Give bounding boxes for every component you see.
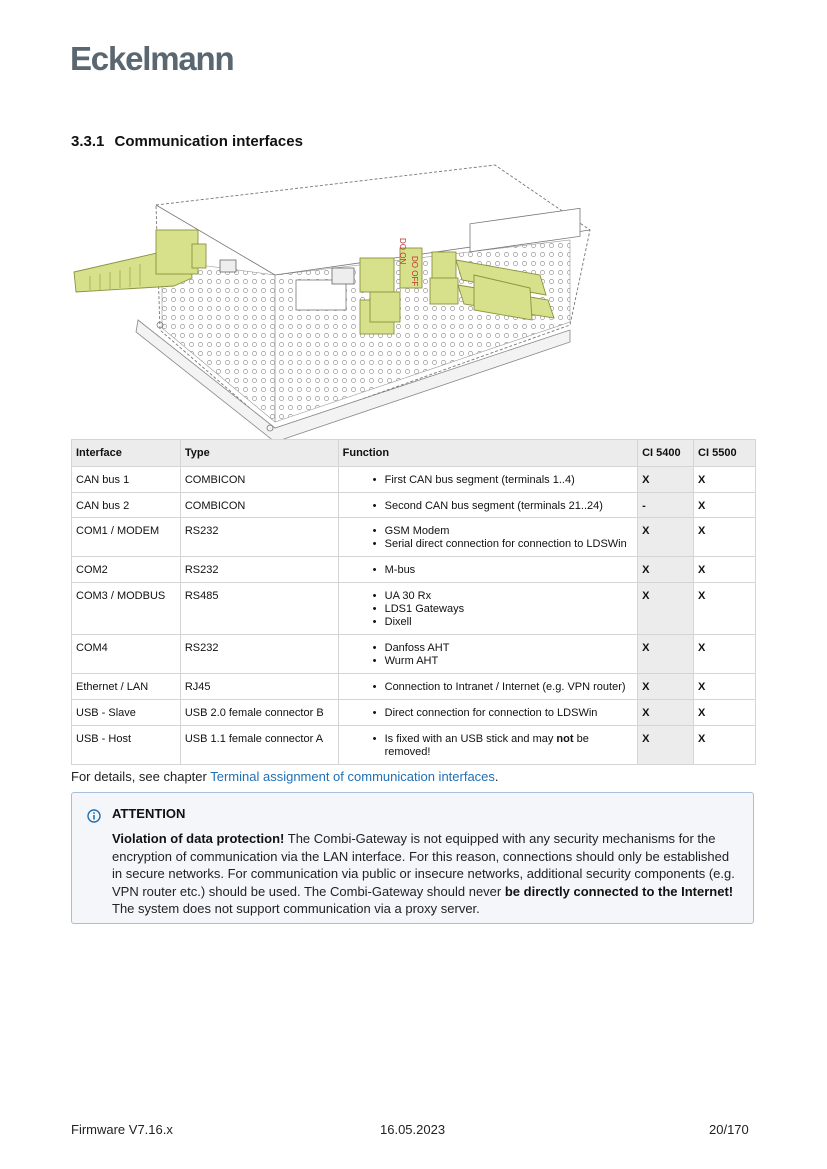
can-connector-1 [360,258,394,292]
table-header-row [72,440,756,467]
ci5500-cell: X [694,700,756,726]
function-item: • Connection to Intranet / Internet (e.g. VPN router) [373,681,633,694]
terminal-block [296,280,346,310]
left-connector-plug-2 [192,244,206,268]
type-cell: USB 1.1 female connector A [180,726,338,765]
rj45-port [332,268,354,284]
function-item: • M-bus [373,564,633,577]
function-text-after: be removed! [384,733,589,758]
footer-date: 16.05.2023 [380,1122,446,1137]
interface-cell: CAN bus 1 [72,467,181,493]
type-cell: COMBICON [180,467,338,493]
section-heading [71,133,303,150]
function-cell [338,583,637,635]
interface-cell: Ethernet / LAN [72,674,181,700]
com-connector-2 [430,278,458,304]
ci5500-cell: X [694,726,756,765]
footer-page-number: 20/170 [709,1122,749,1137]
ci5400-cell: X [638,700,694,726]
ci5400-cell: X [638,635,694,674]
interface-cell: CAN bus 2 [72,493,181,518]
column-header-function: Function [338,440,637,467]
function-item: • UA 30 Rx [373,590,633,603]
function-cell [338,700,637,726]
details-prefix: For details, see chapter [71,769,211,784]
interface-cell: USB - Host [72,726,181,765]
ci5500-cell: X [694,467,756,493]
table-row [72,700,756,726]
function-cell [338,493,637,518]
function-text-before: Is fixed with an USB stick and may [384,733,557,745]
attention-text-2: The system does not support communication via a proxy server. [112,901,480,916]
function-cell [338,467,637,493]
function-item: • Dixell [373,616,633,629]
attention-box [71,792,754,924]
ci5500-cell: X [694,493,756,518]
do-on-label: DO ON [398,238,407,265]
attention-body [112,830,742,918]
table-row [72,674,756,700]
ci5500-cell: X [694,674,756,700]
ci5400-cell: X [638,726,694,765]
interface-cell: USB - Slave [72,700,181,726]
attention-text-1: The Combi-Gateway is not equipped with any security mechanisms for the encryption of communication via the LAN interface. For this reason, connections should only be established in secure networks. For communication via public or insecure networks, additional security components (e.g. VPN router etc.) should be used. The Combi-Gateway should never [112,831,735,899]
function-item: • Wurm AHT [373,655,633,668]
ci5500-cell: X [694,583,756,635]
function-item: • Serial direct connection for connection to LDSWin [373,538,633,551]
function-cell [338,635,637,674]
type-cell: RJ45 [180,674,338,700]
column-header-ci5400: CI 5400 [638,440,694,467]
ci5400-cell: X [638,674,694,700]
function-cell [338,674,637,700]
section-title: Communication interfaces [114,133,303,150]
ci5400-cell: X [638,557,694,583]
attention-bold-2: be directly connected to the Internet! [504,883,734,899]
function-item: • Second CAN bus segment (terminals 21..24) [373,500,633,513]
function-cell [338,557,637,583]
type-cell: COMBICON [180,493,338,518]
interface-cell: COM3 / MODBUS [72,583,181,635]
interface-cell: COM4 [72,635,181,674]
ci5400-cell: - [638,493,694,518]
ci5400-cell: X [638,518,694,557]
column-header-ci5500: CI 5500 [694,440,756,467]
ci5500-cell: X [694,635,756,674]
function-item: • LDS1 Gateways [373,603,633,616]
interfaces-table [71,439,756,765]
ci5400-cell: X [638,467,694,493]
info-icon [87,809,101,823]
table-row [72,635,756,674]
type-cell: USB 2.0 female connector B [180,700,338,726]
interface-cell: COM1 / MODEM [72,518,181,557]
attention-title: ATTENTION [112,806,186,821]
table-row [72,726,756,765]
usb-port [220,260,236,272]
attention-bold-1: Violation of data protection! [112,831,285,846]
table-row [72,583,756,635]
brand-logo: Eckelmann [70,40,234,77]
do-off-label: DO OFF [410,256,419,287]
details-note [71,769,499,784]
table-row [72,493,756,518]
function-item [373,733,633,759]
function-item: • GSM Modem [373,525,633,538]
function-item: • Danfoss AHT [373,642,633,655]
interface-cell: COM2 [72,557,181,583]
ci5500-cell: X [694,557,756,583]
ci5500-cell: X [694,518,756,557]
table-row [72,557,756,583]
function-item: • Direct connection for connection to LDSWin [373,707,633,720]
function-cell [338,518,637,557]
function-text-bold: not [556,733,574,745]
function-cell [338,726,637,765]
type-cell: RS485 [180,583,338,635]
type-cell: RS232 [180,635,338,674]
section-number: 3.3.1 [71,133,105,150]
type-cell: RS232 [180,557,338,583]
footer-firmware: Firmware V7.16.x [71,1122,173,1137]
ci5400-cell: X [638,583,694,635]
column-header-interface: Interface [72,440,181,467]
type-cell: RS232 [180,518,338,557]
function-item: • First CAN bus segment (terminals 1..4) [373,474,633,487]
device-illustration [70,160,610,440]
column-header-type: Type [180,440,338,467]
details-suffix: . [494,769,499,784]
terminal-assignment-link[interactable]: Terminal assignment of communication interfaces [210,769,495,784]
can-connector-3 [370,292,400,322]
table-row [72,518,756,557]
table-row [72,467,756,493]
